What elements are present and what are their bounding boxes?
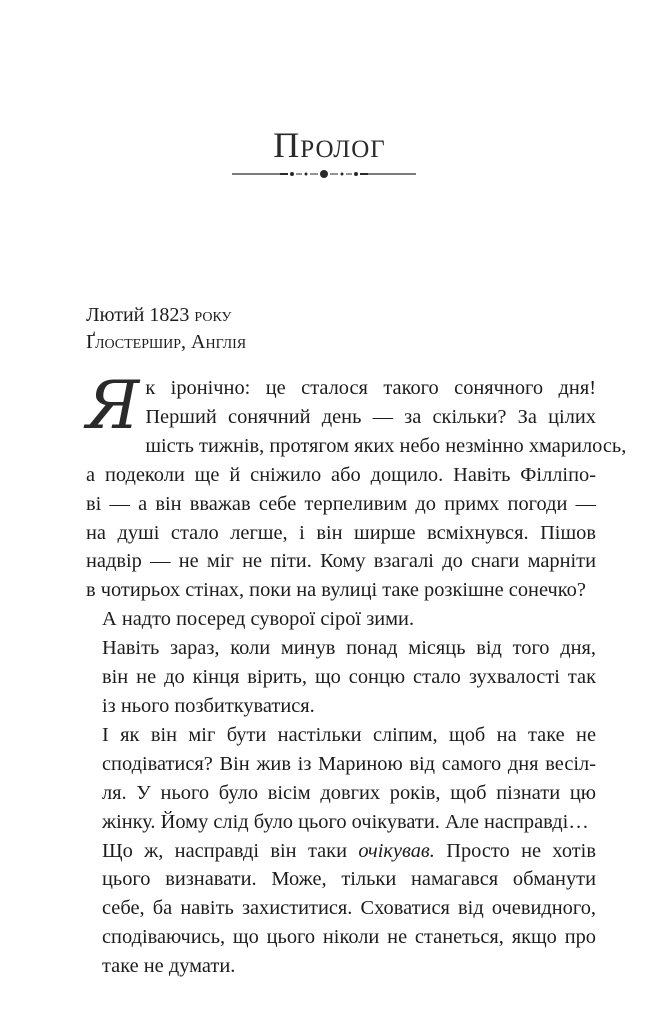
text-line: шість тижнів, протягом яких небо незмінно хмарилось,	[145, 434, 627, 457]
text-line: на душі стало легше, і він ширше всміхнувся. Пішов	[86, 521, 596, 544]
text-line: А надто посеред суворої сірої зими.	[102, 608, 415, 631]
paragraph-2	[86, 605, 596, 634]
prologue-text	[86, 367, 627, 981]
text-line: к іронічно: це сталося такого сонячного дня!	[145, 377, 596, 399]
dateline-place: Ґлостершир, Англія	[86, 331, 247, 353]
text-line: із нього позбиткуватися.	[102, 694, 315, 717]
text-line: сподіватися? Він жив із Мариною від самого дня весіл-	[102, 752, 596, 775]
date-year-suffix: року	[194, 304, 232, 326]
text-line: ля. У нього було вісім довгих років, щоб пізнати цю	[102, 781, 596, 804]
dateline	[86, 302, 246, 356]
date-month: Лютий	[86, 304, 145, 326]
drop-cap: Я	[86, 367, 140, 444]
text-line: цього визнавати. Може, тільки намагався обманути	[102, 868, 596, 891]
text-run: Що ж, насправді він таки	[102, 839, 359, 862]
text-line: ві — а він вважав себе терпеливим до примх погоди —	[86, 492, 596, 515]
paragraph-4	[86, 721, 596, 837]
text-line: таке не думати.	[102, 955, 236, 978]
text-line: Перший сонячний день — за скільки? За цілих	[145, 405, 596, 428]
text-line	[86, 837, 596, 866]
chapter-title: Пролог	[273, 125, 386, 165]
text-run: Просто не хотів	[434, 839, 596, 862]
text-line: жінку. Йому слід було цього очікувати. Але насправді…	[102, 810, 589, 833]
paragraph-1	[86, 367, 627, 605]
date-year: 1823	[149, 304, 190, 326]
paragraph-3	[86, 634, 596, 721]
dateline-date	[86, 302, 246, 329]
text-line: надвір — не міг не піти. Кому взагалі до снаги марніти	[86, 550, 596, 573]
text-line: він не до кінця вірить, що сонцю стало зухвалості так	[102, 666, 596, 689]
text-line: Навіть зараз, коли минув понад місяць від того дня,	[102, 637, 596, 660]
text-line: а подеколи ще й сніжило або дощило. Навіть Філліпо-	[86, 463, 596, 486]
text-line: І як він міг бути настільки сліпим, щоб на таке не	[102, 723, 596, 746]
paragraph-5	[86, 837, 596, 982]
text-line: себе, ба навіть захиститися. Сховатися від очевидного,	[102, 897, 596, 920]
text-line: в чотирьох стінах, поки на вулиці таке розкішне сонечко?	[86, 579, 586, 602]
text-line: сподіваючись, що цього ніколи не станеться, якщо про	[102, 926, 596, 949]
title-ornament	[232, 166, 416, 182]
emphasis-text: очікував.	[358, 839, 435, 862]
